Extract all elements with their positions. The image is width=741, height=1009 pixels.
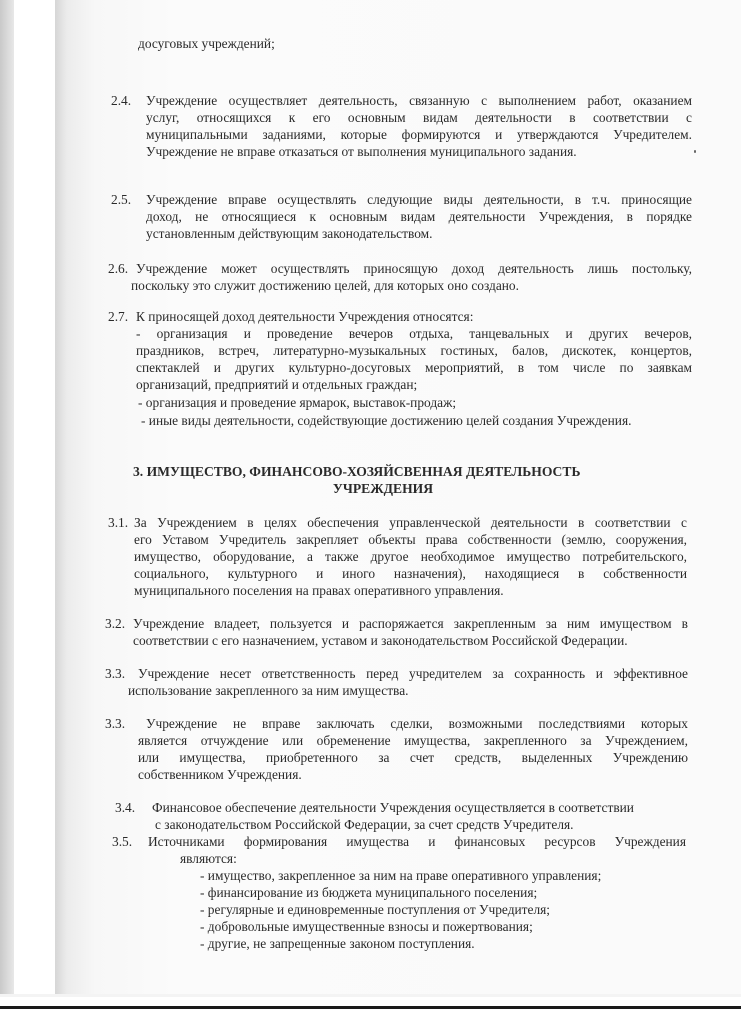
clause-number: 2.5. [111, 192, 132, 207]
clause-text-line: Финансовое обеспечение деятельности Учреждения осуществляется в соответствии [152, 800, 634, 815]
list-item: - другие, не запрещенные законом поступления. [200, 936, 475, 951]
clause-text-line: Источниками формирования имущества и финансовых ресурсов Учреждения [148, 834, 686, 849]
list-item: - организация и проведение ярмарок, выставок-продаж; [138, 395, 457, 410]
clause-text-line: или имущества, приобретенного за счет средств, выделенных Учреждению [138, 750, 688, 765]
list-item-line: праздников, встреч, литературно-музыкальных гостиных, балов, дискотек, концертов, [136, 343, 692, 358]
section-heading-line2: УЧРЕЖДЕНИЯ [332, 481, 434, 496]
clause-text-line: являются: [180, 851, 237, 866]
clause-text-line: его Уставом Учредитель закрепляет объекты права собственности (землю, сооружения, [134, 532, 687, 547]
list-item: - имущество, закрепленное за ним на праве оперативного управления; [200, 868, 602, 883]
clause-text-line: услуг, относящихся к его основным видам деятельности в соответствии с [146, 110, 692, 125]
clause-text-line: муниципального поселения на правах оперативного управления. [134, 583, 504, 598]
scan-bottom-strip [0, 994, 741, 997]
list-item-line: спектаклей и других культурно-досуговых мероприятий, в том числе по заявкам [136, 360, 692, 375]
clause-text-line: имущество, оборудование, а также другое необходимое имущество потребительского, [134, 549, 687, 564]
intro-tail-text: досуговых учреждений; [138, 36, 275, 51]
clause-text-line: Учреждение может осуществлять приносящую доход деятельность лишь постольку, [136, 261, 692, 276]
clause-text-line: социального, культурного и иного назначения), находящиеся в собственности [134, 566, 687, 581]
clause-number: 2.4. [111, 93, 132, 108]
section-heading: 3. ИМУЩЕСТВО, ФИНАНСОВО-ХОЗЯЙСВЕННАЯ ДЕЯТЕЛЬНОСТЬ [133, 464, 581, 479]
list-item: - регулярные и единовременные поступления от Учредителя; [200, 902, 551, 917]
clause-text-line: использование закрепленного за ним имущества. [128, 683, 409, 698]
scan-left-edge [0, 0, 14, 994]
scan-speck [694, 150, 696, 153]
clause-text-line: муниципальными заданиями, которые формируются и утверждаются Учредителем. [146, 127, 692, 142]
clause-number: 2.7. [108, 309, 129, 324]
clause-text-line: соответствии с его назначением, уставом и законодательством Российской Федерации. [133, 633, 628, 648]
clause-number: 3.2. [105, 616, 126, 631]
clause-text-line: собственником Учреждения. [138, 767, 302, 782]
clause-number: 3.3. [105, 716, 126, 731]
clause-text-line: является отчуждение или обременение имущества, закрепленного за Учреждением, [138, 733, 688, 748]
clause-text-line: с законодательством Российской Федерации, за счет средств Учредителя. [155, 817, 574, 832]
clause-number: 3.3. [105, 666, 126, 681]
clause-text-line: Учреждение не вправе заключать сделки, возможными последствиями которых [146, 716, 688, 731]
list-item: - иные виды деятельности, содействующие достижению целей создания Учреждения. [141, 413, 632, 428]
list-item: - добровольные имущественные взносы и пожертвования; [200, 919, 533, 934]
clause-number: 3.1. [108, 515, 129, 530]
clause-number: 3.5. [112, 834, 133, 849]
clause-number: 3.4. [115, 800, 136, 815]
list-item-line: организаций, предприятий и отдельных граждан; [136, 377, 418, 392]
clause-text-line: доход, не относящиеся к основным видам деятельности Учреждения, в порядке [146, 209, 692, 224]
clause-text-line: Учреждение осуществляет деятельность, связанную с выполнением работ, оказанием [146, 93, 692, 108]
list-item: - финансирование из бюджета муниципального поселения; [200, 885, 538, 900]
clause-text-line: За Учреждением в целях обеспечения управленческой деятельности в соответствии с [134, 515, 687, 530]
clause-text-line: Учреждение владеет, пользуется и распоряжается закрепленным за ним имуществом в [133, 616, 688, 631]
clause-text-line: установленным действующим законодательством. [146, 226, 433, 241]
clause-text-line: поскольку это служит достижению целей, для которых оно создано. [131, 278, 519, 293]
clause-text-line: К приносящей доход деятельности Учреждения относятся: [136, 309, 474, 324]
clause-text-line: Учреждение несет ответственность перед учредителем за сохранность и эффективное [138, 666, 688, 681]
clause-number: 2.6. [108, 261, 129, 276]
list-item: - организация и проведение вечеров отдыха, танцевальных и других вечеров, [136, 326, 692, 341]
clause-text-line: Учреждение не вправе отказаться от выполнения муниципального задания. [146, 144, 577, 159]
clause-text-line: Учреждение вправе осуществлять следующие виды деятельности, в т.ч. приносящие [146, 192, 692, 207]
